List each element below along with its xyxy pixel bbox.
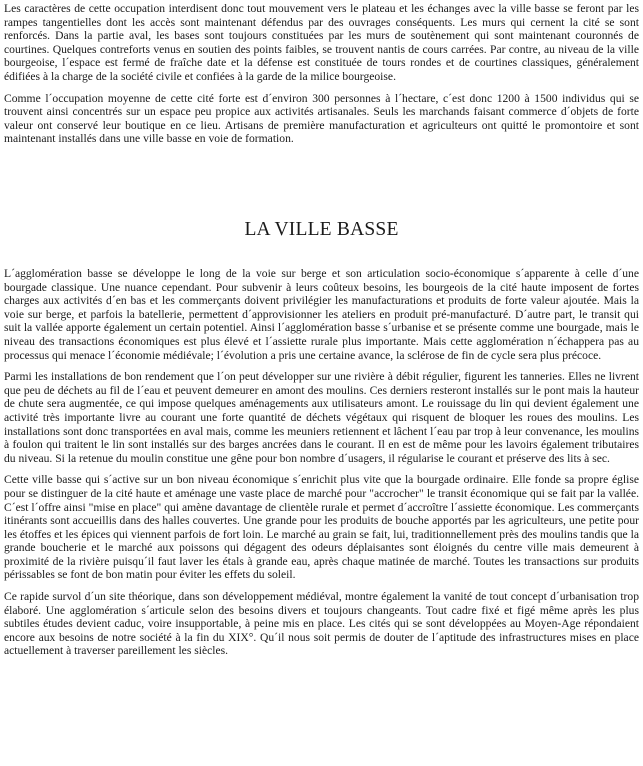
paragraph-population: Comme l´occupation moyenne de cette cité forte est d´environ 300 personnes à l´hectare, c´est donc 1200 à 1500 individus qui se trouvent ainsi concentrés sur un espace peu propice aux activités artisanales. Seuls les marchands faisant commerce d´objets de forte valeur ont conservé leur boutique en ce lieu. Artisans de première manufacturation et agriculteurs ont quitté le promontoire et sont maintenant installés dans une ville basse en voie de formation. (4, 91, 639, 146)
paragraph-tanneries: Parmi les installations de bon rendement que l´on peut développer sur une rivière à débit régulier, figurent les tanneries. Elles ne livrent que peu de déchets au fil de l´eau et peuvent demeurer en amont des moulins. Ces derniers resteront installés sur le pont mais la hauteur de chute sera augmentée, ce qui impose quelques aménagements aux utilisateurs amont. Le rouissage du lin qui devient également une activité très importante livre au courant une forte quantité de déchets végétaux qui risquent de bloquer les roues des moulins. Les installations sont donc transportées en aval mais, comme les meuniers retiennent et lâchent l´eau par trop à leur convenance, les moulins à foulon qui traitent le lin sont installés sur des barges ancrées dans le courant. Il en est de même pour les lavoirs également tributaires du niveau. Si la retenue du moulin constitue une gêne pour bon nombre d´usagers, il régularise le courant et préserve des lits à sec. (4, 370, 639, 465)
section-title: LA VILLE BASSE (244, 219, 399, 240)
intro-section (4, 2, 639, 146)
ville-basse-section (4, 267, 639, 658)
paragraph-conclusion: Ce rapide survol d´un site théorique, dans son développement médiéval, montre également la vanité de tout concept d´urbanisation trop élaboré. Une agglomération s´articule selon des besoins divers et toujours changeants. Tout cadre fixé et figé même après les plus subtiles études devient caduc, voire insupportable, à peine mis en place. Les cités qui se sont développées au Moyen-Age répondaient encore aux besoins de notre société à la fin du XIX°. Qu´il nous soit permis de douter de l´aptitude des infrastructures mises en place actuellement à traverser pareillement les siècles. (4, 590, 639, 658)
paragraph-marche: Cette ville basse qui s´active sur un bon niveau économique s´enrichit plus vite que la bourgade ordinaire. Elle fonde sa propre église pour se distinguer de la cité haute et aménage une vaste place de marché pour "accrocher" le transit économique qui se fait par la vallée. C´est l´offre ainsi "mise en place" qui amène davantage de clientèle rurale et permet d´accroître l´assiette économique. Les commerçants itinérants sont accueillis dans des halles couvertes. Une grande pour les produits de bouche apportés par les agriculteurs, une petite pour les étoffes et les épices qui viennent parfois de fort loin. Le marché au grain se fait, lui, traditionnellement près des moulins tandis que la grande boucherie et le marché aux poissons qui dégagent des odeurs déplaisantes sont éloignés du centre ville mais demeurent à proximité de la rivière puisqu´il faut laver les étals à grande eau, après chaque matinée de marché. Toutes les transactions sur produits périssables se font de bon matin pour éviter les effets du soleil. (4, 473, 639, 582)
paragraph-agglomeration: L´agglomération basse se développe le long de la voie sur berge et son articulation socio-économique s´apparente à celle d´une bourgade classique. Une nuance cependant. Pour subvenir à leurs coûteux besoins, les bourgeois de la cité haute imposent de fortes charges aux activités d´en bas et les commerçants doivent privilégier les manufacturations et produits de forte valeur ajoutée. Mais la voie sur berge, et parfois la batellerie, permettent d´approvisionner les ateliers en produit pré-manufacturé. D´autre part, le transit qui suit la vallée apporte également un certain potentiel. Ainsi l´agglomération basse s´urbanise et se présente comme une bourgade, mais le niveau des transactions économiques est plus élevé et l´assiette rurale plus importante. Mais cette agglomération n´échappera pas au processus qui menace l´économie médiévale; l´évolution a pris une certaine avance, la sclérose de fin de cycle sera plus précoce. (4, 267, 639, 362)
paragraph-fortifications: Les caractères de cette occupation interdisent donc tout mouvement vers le plateau et les échanges avec la ville basse se feront par les rampes tangentielles dont les accès sont maintenant défendus par des ouvrages conséquents. Les murs qui cernent la cité se sont renforcés. Dans la partie aval, les bases sont toujours constituées par les murs de soutènement qui sont maintenant couronnés de courtines. Quelques contreforts venus en soutien des points faibles, se trouvent nantis de cours carrées. Par contre, au niveau de la ville bourgeoise, l´espace est fermé de fraîche date et la défense est constituée de tours rondes et de courtines classiques, généralement édifiées à la charge de la société civile et confiées à la garde de la milice bourgeoise. (4, 2, 639, 83)
